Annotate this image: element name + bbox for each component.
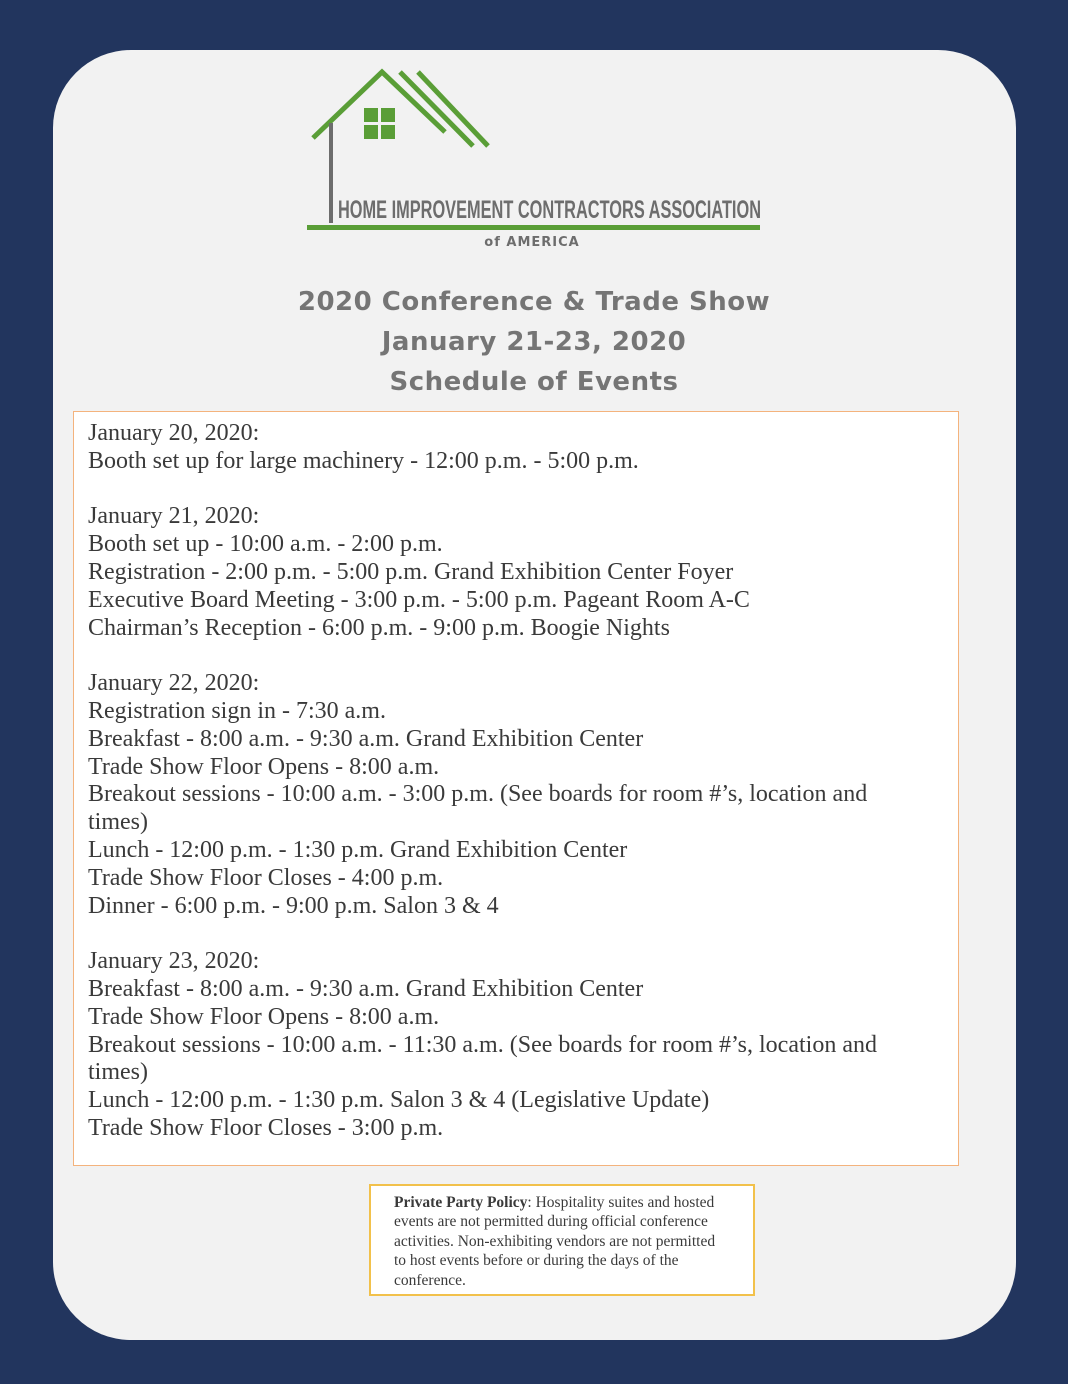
schedule-title: Schedule of Events: [389, 367, 679, 397]
event-headings: [0, 282, 1068, 402]
logo-window-icon: [364, 108, 395, 139]
event-line: Breakout sessions - 10:00 a.m. - 3:00 p.m. (See boards for room #’s, location and times): [88, 781, 868, 836]
logo-subtitle: of AMERICA: [484, 235, 580, 250]
event-line: Trade Show Floor Opens - 8:00 a.m.: [88, 753, 440, 780]
event-line: Registration - 2:00 p.m. - 5:00 p.m. Grand Exhibition Center Foyer: [88, 558, 734, 585]
event-line: Booth set up - 10:00 a.m. - 2:00 p.m.: [88, 531, 443, 558]
event-line: Chairman’s Reception - 6:00 p.m. - 9:00 p.m. Boogie Nights: [88, 614, 670, 641]
day-block: [88, 420, 928, 476]
event-line: Trade Show Floor Closes - 3:00 p.m.: [88, 1114, 444, 1141]
day-block: [88, 948, 928, 1143]
private-party-policy: [369, 1184, 755, 1296]
policy-title: Private Party Policy: [394, 1194, 528, 1211]
day-date: January 21, 2020:: [88, 503, 260, 530]
schedule-box: [73, 411, 959, 1166]
conference-title: 2020 Conference & Trade Show: [297, 287, 771, 317]
logo-underline: [307, 225, 760, 230]
event-line: Registration sign in - 7:30 a.m.: [88, 697, 386, 724]
conference-dates: January 21-23, 2020: [381, 327, 687, 357]
event-line: Breakfast - 8:00 a.m. - 9:30 a.m. Grand Exhibition Center: [88, 725, 644, 752]
logo-name: HOME IMPROVEMENT CONTRACTORS ASSOCIATION: [338, 196, 761, 224]
association-logo: [305, 66, 765, 256]
day-date: January 23, 2020:: [88, 948, 260, 975]
event-line: Executive Board Meeting - 3:00 p.m. - 5:00 p.m. Pageant Room A-C: [88, 586, 750, 613]
event-line: Breakout sessions - 10:00 a.m. - 11:30 a.m. (See boards for room #’s, location and times): [88, 1031, 877, 1086]
day-block: [88, 503, 928, 642]
logo-roof-stripe-1: [400, 72, 473, 146]
event-line: Dinner - 6:00 p.m. - 9:00 p.m. Salon 3 & 4: [88, 892, 499, 919]
policy-text: : Hospitality suites and hosted events are not permitted during official conference activities. Non-exhibiting vendors are not permitted to host events before or during the days of the conference.: [394, 1194, 716, 1289]
event-line: Breakfast - 8:00 a.m. - 9:30 a.m. Grand Exhibition Center: [88, 975, 644, 1002]
day-date: January 22, 2020:: [88, 670, 260, 697]
event-line: Trade Show Floor Opens - 8:00 a.m.: [88, 1003, 440, 1030]
event-line: Lunch - 12:00 p.m. - 1:30 p.m. Grand Exhibition Center: [88, 836, 628, 863]
day-date: January 20, 2020:: [88, 420, 260, 446]
day-block: [88, 670, 928, 920]
event-line: Trade Show Floor Closes - 4:00 p.m.: [88, 864, 444, 891]
event-line: Booth set up for large machinery - 12:00 p.m. - 5:00 p.m.: [88, 447, 639, 474]
event-line: Lunch - 12:00 p.m. - 1:30 p.m. Salon 3 & 4 (Legislative Update): [88, 1087, 710, 1114]
logo-roof-stripe-2: [418, 72, 488, 146]
